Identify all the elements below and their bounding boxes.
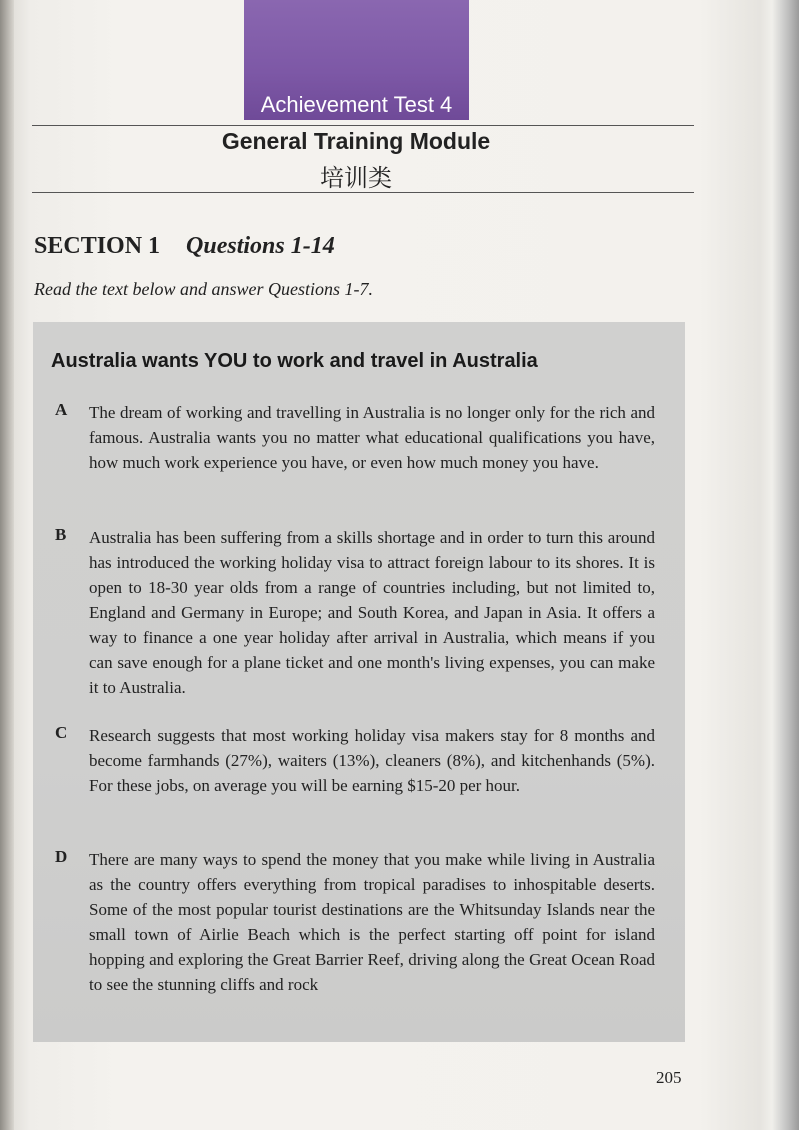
paragraph-letter: C — [55, 723, 68, 742]
module-title: General Training Module — [221, 128, 491, 154]
section-questions: Questions 1-14 — [186, 233, 335, 259]
paragraph-letter: D — [55, 847, 68, 866]
paragraph-letter: A — [55, 400, 68, 419]
paragraph-text: Australia has been suffering from a skills shortage and in order to turn this around has introduced the working holiday visa to attract foreign labour to its shores. It is open to 18-30 year olds from a range of countries including, but not limited to, England and Germany in Europe; and South Korea, and Japan in Asia. It offers a way to finance a one year holiday after arrival in Australia, which means if you can save enough for a plane ticket and one month's living expenses, you can make it to Australia. — [89, 528, 655, 697]
module-subtitle: 培训类 — [320, 164, 392, 192]
paragraph-text: Research suggests that most working holiday visa makers stay for 8 months and become farmhands (27%), waiters (13%), cleaners (8%), and kitchenhands (5%). For these jobs, on average you will be earning $15-20 per hour. — [89, 726, 655, 795]
top-rule — [32, 125, 694, 126]
passage-title: Australia wants YOU to work and travel in Australia — [51, 350, 538, 372]
section-heading — [34, 233, 335, 260]
bottom-rule — [32, 192, 694, 193]
paragraph-text: There are many ways to spend the money that you make while living in Australia as the country offers everything from tropical paradises to inhospitable deserts. Some of the most popular tourist destinations are the Whitsunday Islands near the small town of Airlie Beach which is the perfect starting off point for island hopping and exploring the Great Barrier Reef, driving along the Great Ocean Road to see the stunning cliffs and rock — [89, 850, 655, 994]
paragraph-letter: B — [55, 525, 67, 544]
page-number: 205 — [656, 1068, 682, 1087]
section-label: SECTION 1 — [34, 233, 161, 259]
section-instruction: Read the text below and answer Questions 1-7. — [34, 279, 373, 299]
passage-box — [33, 322, 685, 1042]
test-banner — [244, 0, 469, 120]
paragraph-text: The dream of working and travelling in Australia is no longer only for the rich and famous. Australia wants you no matter what educational qualifications you have, how much work experience you have, or even how much money you have. — [89, 403, 655, 472]
banner-title: Achievement Test 4 — [260, 92, 453, 117]
